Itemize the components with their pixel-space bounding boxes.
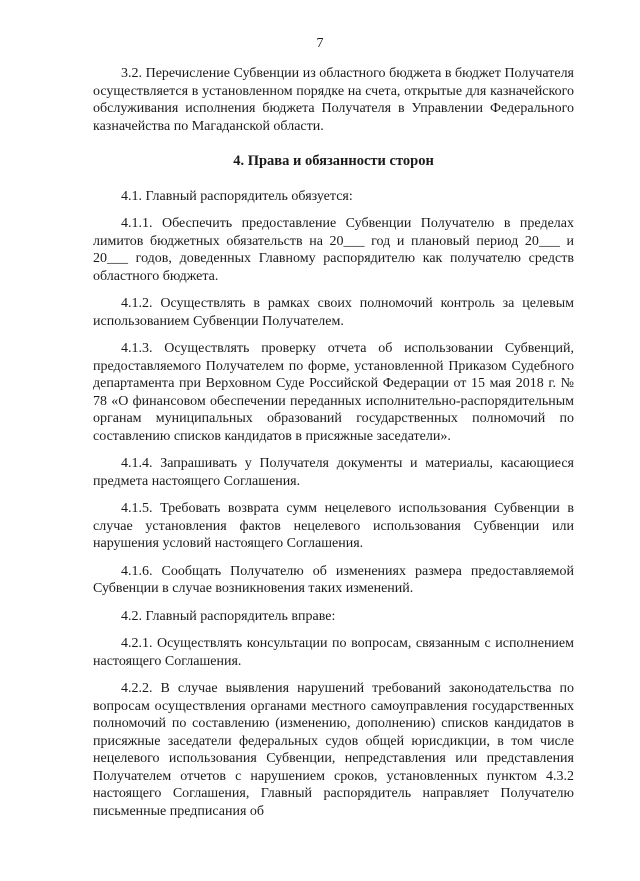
paragraph-4-2-2: 4.2.2. В случае выявления нарушений требований законодательства по вопросам осуществления органами местного самоуправления государственных полномочий по составлению (изменению, дополнению) списков кандидатов в присяжные заседатели федеральных судов общей юрисдикции, в том числе нецелевого использования Субвенции, непредставления или представления Получателем отчетов с нарушением сроков, установленных пунктом 4.3.2 настоящего Соглашения, Главный распорядитель направляет Получателю письменные предписания об [93, 681, 574, 819]
document-body [93, 65, 574, 830]
paragraph-4-1-5: 4.1.5. Требовать возврата сумм нецелевого использования Субвенции в случае установления фактов нецелевого использования Субвенции или нарушения условий настоящего Соглашения. [93, 501, 574, 551]
paragraph-3-2: 3.2. Перечисление Субвенции из областного бюджета в бюджет Получателя осуществляется в установленном порядке на счета, открытые для казначейского обслуживания исполнения бюджета Получателя в Управлении Федерального казначейства по Магаданской области. [93, 66, 574, 134]
paragraph-4-1-6: 4.1.6. Сообщать Получателю об изменениях размера предоставляемой Субвенции в случае возникновения таких изменений. [93, 563, 574, 596]
paragraph-4-2: 4.2. Главный распорядитель вправе: [121, 608, 336, 624]
section-heading: 4. Права и обязанности сторон [233, 153, 434, 169]
paragraph-4-1-1: 4.1.1. Обеспечить предоставление Субвенции Получателю в пределах лимитов бюджетных обязательств на 20___ год и плановый период 20___ и 20___ годов, доведенных Главному распорядителю как получателю средств областного бюджета. [93, 216, 574, 284]
paragraph-4-1: 4.1. Главный распорядитель обязуется: [121, 188, 353, 204]
paragraph-4-1-3: 4.1.3. Осуществлять проверку отчета об использовании Субвенций, предоставляемого Получателем по форме, установленной Приказом Судебного департамента при Верховном Суде Российской Федерации от 15 мая 2018 г. № 78 «О финансовом обеспечении переданных исполнительно-распорядительным органам муниципальных образований государственных полномочий по составлению списков кандидатов в присяжные заседатели». [93, 341, 574, 444]
paragraph-4-2-1: 4.2.1. Осуществлять консультации по вопросам, связанным с исполнением настоящего Соглашения. [93, 636, 574, 669]
paragraph-4-1-2: 4.1.2. Осуществлять в рамках своих полномочий контроль за целевым использованием Субвенции Получателем. [93, 296, 574, 329]
paragraph-4-1-4: 4.1.4. Запрашивать у Получателя документы и материалы, касающиеся предмета настоящего Соглашения. [93, 456, 574, 489]
page-number: 7 [316, 36, 324, 51]
